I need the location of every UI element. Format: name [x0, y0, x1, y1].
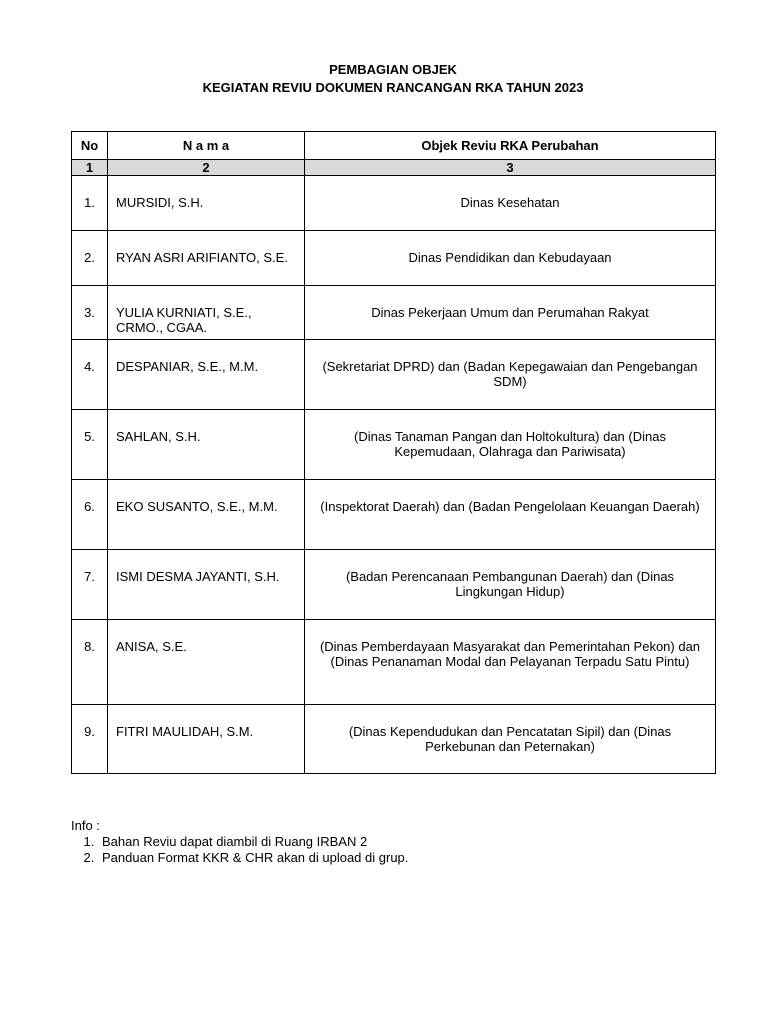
row-name: ANISA, S.E.: [108, 620, 305, 705]
document-title: PEMBAGIAN OBJEK: [329, 62, 457, 77]
row-object: (Dinas Tanaman Pangan dan Holtokultura) dan (Dinas Kepemudaan, Olahraga dan Pariwisata): [305, 410, 716, 480]
header-no: No: [72, 132, 108, 160]
table-row: [72, 286, 716, 340]
row-name: RYAN ASRI ARIFIANTO, S.E.: [108, 231, 305, 286]
info-section: [71, 818, 408, 866]
row-object: (Dinas Pemberdayaan Masyarakat dan Pemerintahan Pekon) dan (Dinas Penanaman Modal dan Pelayanan Terpadu Satu Pintu): [305, 620, 716, 705]
row-name: YULIA KURNIATI, S.E., CRMO., CGAA.: [108, 286, 305, 340]
row-name: SAHLAN, S.H.: [108, 410, 305, 480]
header-nama: N a m a: [108, 132, 305, 160]
table-row: [72, 340, 716, 410]
row-number: 4.: [72, 340, 108, 410]
header-objek: Objek Reviu RKA Perubahan: [305, 132, 716, 160]
row-name: ISMI DESMA JAYANTI, S.H.: [108, 550, 305, 620]
table-row: [72, 705, 716, 774]
table-row: [72, 620, 716, 705]
info-list: [71, 834, 408, 866]
row-number: 8.: [72, 620, 108, 705]
row-object: (Dinas Kependudukan dan Pencatatan Sipil) dan (Dinas Perkebunan dan Peternakan): [305, 705, 716, 774]
table-row: [72, 231, 716, 286]
row-number: 3.: [72, 286, 108, 340]
column-number: 2: [108, 160, 305, 176]
row-number: 1.: [72, 176, 108, 231]
row-object: (Sekretariat DPRD) dan (Badan Kepegawaian dan Pengebangan SDM): [305, 340, 716, 410]
row-object: (Badan Perencanaan Pembangunan Daerah) dan (Dinas Lingkungan Hidup): [305, 550, 716, 620]
row-object: Dinas Pekerjaan Umum dan Perumahan Rakyat: [305, 286, 716, 340]
row-number: 5.: [72, 410, 108, 480]
info-label: Info :: [71, 818, 100, 833]
column-number: 3: [305, 160, 716, 176]
row-number: 9.: [72, 705, 108, 774]
row-object: (Inspektorat Daerah) dan (Badan Pengelolaan Keuangan Daerah): [305, 480, 716, 550]
row-name: MURSIDI, S.H.: [108, 176, 305, 231]
column-number-row: [72, 160, 716, 176]
table-row: [72, 550, 716, 620]
row-name: FITRI MAULIDAH, S.M.: [108, 705, 305, 774]
row-object: Dinas Pendidikan dan Kebudayaan: [305, 231, 716, 286]
info-item: 2. Panduan Format KKR & CHR akan di upload di grup.: [98, 850, 408, 866]
row-object: Dinas Kesehatan: [305, 176, 716, 231]
assignment-table: [71, 131, 716, 774]
table-row: [72, 176, 716, 231]
row-name: DESPANIAR, S.E., M.M.: [108, 340, 305, 410]
table-row: [72, 410, 716, 480]
row-number: 6.: [72, 480, 108, 550]
document-subtitle: KEGIATAN REVIU DOKUMEN RANCANGAN RKA TAHUN 2023: [202, 80, 584, 95]
info-item: 1. Bahan Reviu dapat diambil di Ruang IRBAN 2: [98, 834, 408, 850]
row-number: 2.: [72, 231, 108, 286]
column-number: 1: [72, 160, 108, 176]
table-row: [72, 480, 716, 550]
row-number: 7.: [72, 550, 108, 620]
table-header-row: [72, 132, 716, 160]
row-name: EKO SUSANTO, S.E., M.M.: [108, 480, 305, 550]
